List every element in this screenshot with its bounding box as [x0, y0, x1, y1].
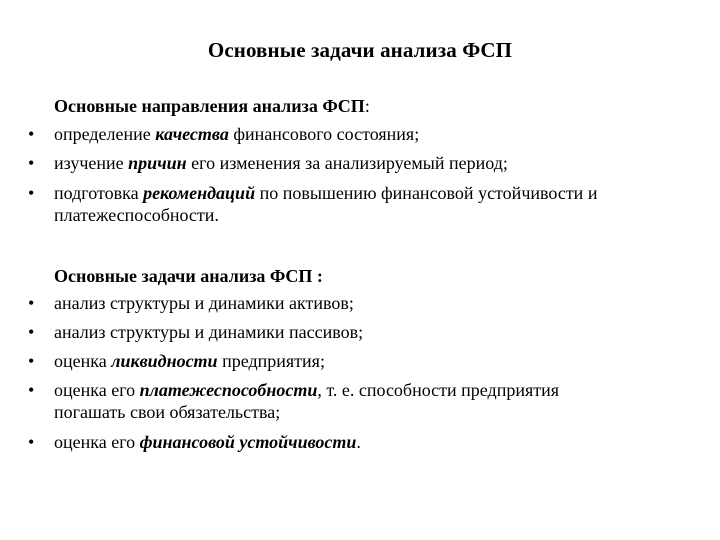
bullet-icon: • — [28, 124, 35, 144]
list-item-text — [54, 379, 634, 423]
bullet-icon: • — [28, 432, 35, 452]
bullet-icon: • — [28, 183, 35, 203]
bullet-icon: • — [28, 153, 35, 173]
text-emphasis: рекомендаций — [143, 183, 256, 203]
text-plain: предприятия; — [217, 351, 325, 371]
bullet-icon: • — [28, 380, 35, 400]
list-item-text — [54, 123, 694, 145]
text-plain: анализ структуры и динамики активов; — [54, 293, 354, 313]
section-heading-directions — [54, 96, 370, 117]
text-plain: , т. е. способности предприятия погашать свои обязательства; — [54, 380, 560, 422]
text-plain: . — [356, 432, 361, 452]
list-item-text — [54, 152, 694, 174]
section-heading-directions-suffix: : — [364, 96, 370, 116]
section-heading-tasks: Основные задачи анализа ФСП : — [54, 266, 323, 286]
text-plain: оценка — [54, 351, 112, 371]
section-heading-directions-text: Основные направления анализа ФСП — [54, 96, 365, 116]
list-item-text — [54, 350, 694, 372]
text-plain: оценка его — [54, 380, 140, 400]
bullet-icon: • — [28, 293, 35, 313]
text-plain: финансового состояния; — [228, 124, 420, 144]
list-item-text — [54, 292, 694, 314]
bullet-icon: • — [28, 351, 35, 371]
list-item-text — [54, 431, 694, 453]
bullet-icon: • — [28, 322, 35, 342]
text-plain: определение — [54, 124, 156, 144]
text-plain: анализ структуры и динамики пассивов; — [54, 322, 364, 342]
text-emphasis: качества — [155, 124, 229, 144]
text-plain: его изменения за анализируемый период; — [186, 153, 508, 173]
slide-title: Основные задачи анализа ФСП — [207, 38, 513, 62]
text-plain: оценка его — [54, 432, 140, 452]
text-emphasis: платежеспособности — [139, 380, 318, 400]
list-item-text — [54, 182, 694, 226]
text-plain: по повышению финансовой устойчивости и платежеспособности. — [54, 183, 598, 225]
text-emphasis: финансовой устойчивости — [139, 432, 357, 452]
text-plain: изучение — [54, 153, 129, 173]
list-item-text — [54, 321, 694, 343]
text-emphasis: ликвидности — [111, 351, 218, 371]
text-emphasis: причин — [128, 153, 187, 173]
text-plain: подготовка — [54, 183, 144, 203]
